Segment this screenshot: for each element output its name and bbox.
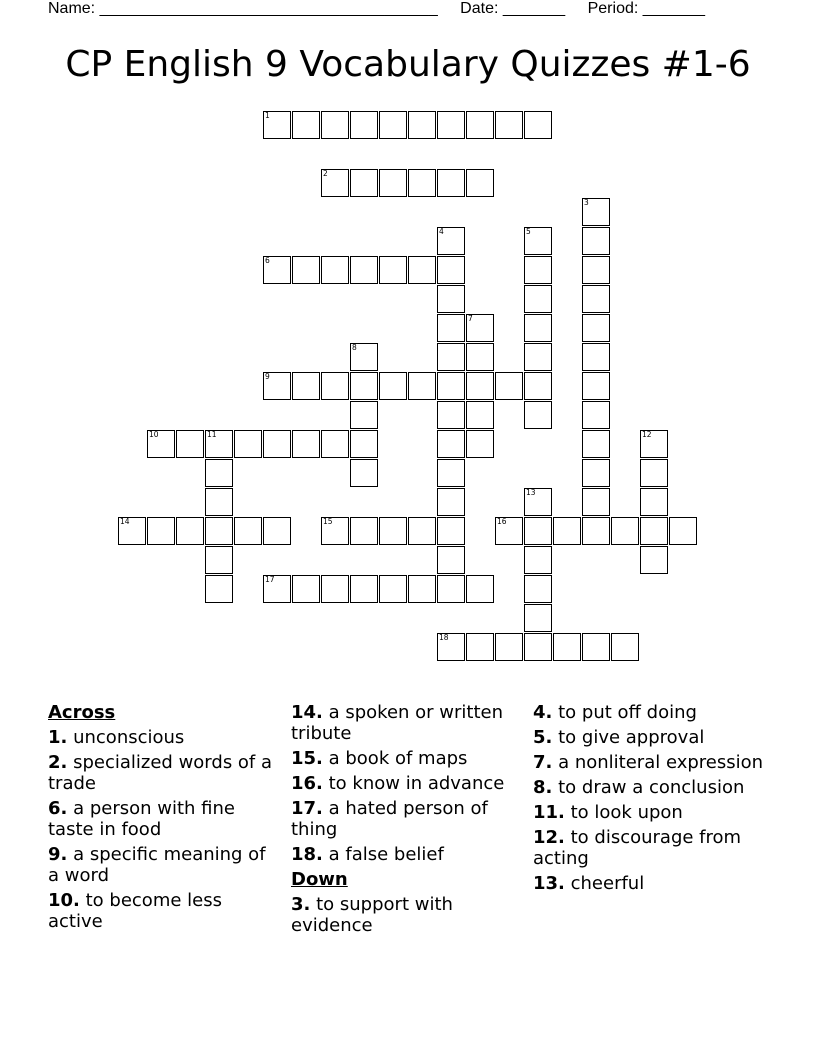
page-title: CP English 9 Vocabulary Quizzes #1-6 <box>65 44 751 85</box>
clue-text: to draw a conclusion <box>552 777 745 798</box>
grid-cell[interactable] <box>350 343 378 371</box>
clue-text: a person with fine taste in food <box>48 798 235 840</box>
grid-cell[interactable] <box>582 314 610 342</box>
grid-cell[interactable] <box>524 546 552 574</box>
clue-text: to support with evidence <box>291 894 453 936</box>
grid-cell[interactable] <box>553 633 581 661</box>
grid-cell[interactable] <box>524 604 552 632</box>
grid-cell[interactable] <box>408 256 436 284</box>
clue-num: 7. <box>533 752 553 773</box>
across-clue <box>291 844 521 865</box>
down-clues-column-3 <box>533 702 773 898</box>
grid-cell[interactable] <box>582 401 610 429</box>
clue-number: 8 <box>352 343 357 352</box>
clue-number: 15 <box>323 517 333 526</box>
clue-text: to become less active <box>48 890 222 932</box>
grid-cell[interactable] <box>582 517 610 545</box>
grid-cell[interactable] <box>263 575 291 603</box>
grid-cell[interactable] <box>205 575 233 603</box>
clue-text: to know in advance <box>322 773 505 794</box>
grid-cell[interactable] <box>524 343 552 371</box>
grid-cell[interactable] <box>640 517 668 545</box>
grid-cell[interactable] <box>350 517 378 545</box>
grid-cell[interactable] <box>379 575 407 603</box>
grid-cell[interactable] <box>582 343 610 371</box>
grid-cell[interactable] <box>582 488 610 516</box>
grid-cell[interactable] <box>292 575 320 603</box>
clue-text: specialized words of a trade <box>48 752 273 794</box>
across-clue <box>48 798 278 840</box>
down-clue <box>533 777 773 798</box>
grid-cell[interactable] <box>408 169 436 197</box>
clue-number: 2 <box>323 169 328 178</box>
across-clues-column-1 <box>48 702 278 936</box>
grid-cell[interactable] <box>582 633 610 661</box>
clue-number: 13 <box>526 488 536 497</box>
grid-cell[interactable] <box>582 198 610 226</box>
down-heading: Down <box>291 869 348 890</box>
across-clue <box>48 752 278 794</box>
clue-num: 3. <box>291 894 311 915</box>
grid-cell[interactable] <box>437 459 465 487</box>
grid-cell[interactable] <box>466 343 494 371</box>
grid-cell[interactable] <box>379 372 407 400</box>
grid-cell[interactable] <box>350 575 378 603</box>
grid-cell[interactable] <box>611 633 639 661</box>
grid-cell[interactable] <box>408 517 436 545</box>
grid-cell[interactable] <box>582 430 610 458</box>
grid-cell[interactable] <box>437 372 465 400</box>
down-clue <box>533 802 773 823</box>
clue-number: 11 <box>207 430 217 439</box>
grid-cell[interactable] <box>263 430 291 458</box>
grid-cell[interactable] <box>292 430 320 458</box>
grid-cell[interactable] <box>640 546 668 574</box>
grid-cell[interactable] <box>640 459 668 487</box>
grid-cell[interactable] <box>321 517 349 545</box>
clue-number: 14 <box>120 517 130 526</box>
grid-cell[interactable] <box>292 372 320 400</box>
grid-cell[interactable] <box>379 111 407 139</box>
grid-cell[interactable] <box>524 517 552 545</box>
header-fields <box>48 0 723 18</box>
clue-text: a false belief <box>322 844 444 865</box>
grid-cell[interactable] <box>582 372 610 400</box>
clue-number: 5 <box>526 227 531 236</box>
across-clue <box>48 890 278 932</box>
grid-cell[interactable] <box>466 575 494 603</box>
grid-cell[interactable] <box>379 517 407 545</box>
clue-text: to discourage from acting <box>533 827 742 869</box>
across-heading: Across <box>48 702 116 723</box>
grid-cell[interactable] <box>524 285 552 313</box>
grid-cell[interactable] <box>321 111 349 139</box>
across-clue <box>291 702 521 744</box>
across-clue <box>291 773 521 794</box>
clue-number: 18 <box>439 633 449 642</box>
clue-num: 18. <box>291 844 323 865</box>
clue-text: cheerful <box>564 873 645 894</box>
grid-cell[interactable] <box>582 256 610 284</box>
clue-num: 17. <box>291 798 323 819</box>
grid-cell[interactable] <box>379 169 407 197</box>
clue-text: to give approval <box>552 727 705 748</box>
grid-cell[interactable] <box>582 459 610 487</box>
grid-cell[interactable] <box>640 488 668 516</box>
grid-cell[interactable] <box>437 285 465 313</box>
clue-text: a hated person of thing <box>291 798 488 840</box>
clue-number: 7 <box>468 314 473 323</box>
name-field[interactable]: Name: ______________________________________ <box>48 0 438 17</box>
grid-cell[interactable] <box>321 430 349 458</box>
clue-num: 1. <box>48 727 68 748</box>
grid-cell[interactable] <box>466 430 494 458</box>
grid-cell[interactable] <box>524 488 552 516</box>
grid-cell[interactable] <box>524 401 552 429</box>
grid-cell[interactable] <box>350 169 378 197</box>
grid-cell[interactable] <box>234 430 262 458</box>
grid-cell[interactable] <box>437 517 465 545</box>
grid-cell[interactable] <box>582 285 610 313</box>
grid-cell[interactable] <box>437 256 465 284</box>
clue-num: 6. <box>48 798 68 819</box>
grid-cell[interactable] <box>466 372 494 400</box>
grid-cell[interactable] <box>147 517 175 545</box>
clue-number: 3 <box>584 198 589 207</box>
grid-cell[interactable] <box>495 517 523 545</box>
grid-cell[interactable] <box>466 169 494 197</box>
grid-cell[interactable] <box>321 575 349 603</box>
grid-cell[interactable] <box>495 633 523 661</box>
grid-cell[interactable] <box>350 430 378 458</box>
clue-text: a nonliteral expression <box>552 752 764 773</box>
grid-cell[interactable] <box>147 430 175 458</box>
grid-cell[interactable] <box>263 111 291 139</box>
grid-cell[interactable] <box>611 517 639 545</box>
grid-cell[interactable] <box>205 459 233 487</box>
clue-num: 13. <box>533 873 565 894</box>
grid-cell[interactable] <box>437 430 465 458</box>
grid-cell[interactable] <box>437 111 465 139</box>
down-clue <box>533 827 773 869</box>
grid-cell[interactable] <box>350 111 378 139</box>
down-clue <box>533 702 773 723</box>
down-clue <box>533 873 773 894</box>
grid-cell[interactable] <box>437 343 465 371</box>
grid-cell[interactable] <box>524 633 552 661</box>
clue-num: 4. <box>533 702 553 723</box>
clue-num: 15. <box>291 748 323 769</box>
clue-number: 16 <box>497 517 507 526</box>
grid-cell[interactable] <box>350 372 378 400</box>
clue-num: 12. <box>533 827 565 848</box>
grid-cell[interactable] <box>292 111 320 139</box>
grid-cell[interactable] <box>350 401 378 429</box>
grid-cell[interactable] <box>437 488 465 516</box>
down-clue <box>533 752 773 773</box>
grid-cell[interactable] <box>321 372 349 400</box>
period-field[interactable]: Period: _______ <box>587 0 706 17</box>
grid-cell[interactable] <box>640 430 668 458</box>
grid-cell[interactable] <box>524 227 552 255</box>
across-clue <box>48 727 278 748</box>
grid-cell[interactable] <box>263 372 291 400</box>
across-clue <box>291 748 521 769</box>
grid-cell[interactable] <box>524 256 552 284</box>
date-field[interactable]: Date: _______ <box>460 0 566 17</box>
clue-num: 11. <box>533 802 565 823</box>
clue-text: a specific meaning of a word <box>48 844 266 886</box>
clue-number: 12 <box>642 430 652 439</box>
clue-text: a spoken or written tribute <box>291 702 504 744</box>
grid-cell[interactable] <box>205 488 233 516</box>
clue-number: 10 <box>149 430 159 439</box>
clue-number: 6 <box>265 256 270 265</box>
clue-num: 9. <box>48 844 68 865</box>
grid-cell[interactable] <box>408 575 436 603</box>
grid-cell[interactable] <box>205 517 233 545</box>
grid-cell[interactable] <box>292 256 320 284</box>
down-clue <box>291 894 521 936</box>
grid-cell[interactable] <box>582 227 610 255</box>
grid-cell[interactable] <box>466 111 494 139</box>
grid-cell[interactable] <box>437 633 465 661</box>
clue-number: 1 <box>265 111 270 120</box>
grid-cell[interactable] <box>408 111 436 139</box>
across-clue <box>291 798 521 840</box>
grid-cell[interactable] <box>321 169 349 197</box>
clue-number: 4 <box>439 227 444 236</box>
grid-cell[interactable] <box>379 256 407 284</box>
grid-cell[interactable] <box>437 401 465 429</box>
clue-num: 14. <box>291 702 323 723</box>
grid-cell[interactable] <box>234 517 262 545</box>
grid-cell[interactable] <box>437 314 465 342</box>
clue-text: to put off doing <box>552 702 697 723</box>
clue-number: 17 <box>265 575 275 584</box>
grid-cell[interactable] <box>466 633 494 661</box>
grid-cell[interactable] <box>524 575 552 603</box>
grid-cell[interactable] <box>437 227 465 255</box>
grid-cell[interactable] <box>205 430 233 458</box>
grid-cell[interactable] <box>176 430 204 458</box>
grid-cell[interactable] <box>205 546 233 574</box>
down-clue <box>533 727 773 748</box>
clue-text: a book of maps <box>322 748 468 769</box>
grid-cell[interactable] <box>437 546 465 574</box>
grid-cell[interactable] <box>408 372 436 400</box>
clue-num: 16. <box>291 773 323 794</box>
grid-cell[interactable] <box>350 459 378 487</box>
grid-cell[interactable] <box>524 372 552 400</box>
clue-num: 8. <box>533 777 553 798</box>
grid-cell[interactable] <box>495 372 523 400</box>
grid-cell[interactable] <box>321 256 349 284</box>
grid-cell[interactable] <box>495 111 523 139</box>
clue-text: unconscious <box>67 727 185 748</box>
grid-cell[interactable] <box>176 517 204 545</box>
grid-cell[interactable] <box>466 314 494 342</box>
grid-cell[interactable] <box>350 256 378 284</box>
clue-text: to look upon <box>564 802 683 823</box>
clue-num: 2. <box>48 752 68 773</box>
clue-num: 5. <box>533 727 553 748</box>
grid-cell[interactable] <box>437 169 465 197</box>
across-clue <box>48 844 278 886</box>
grid-cell[interactable] <box>669 517 697 545</box>
grid-cell[interactable] <box>553 517 581 545</box>
grid-cell[interactable] <box>524 314 552 342</box>
grid-cell[interactable] <box>466 401 494 429</box>
clue-num: 10. <box>48 890 80 911</box>
grid-cell[interactable] <box>524 111 552 139</box>
clues-column-2 <box>291 702 521 940</box>
clue-number: 9 <box>265 372 270 381</box>
grid-cell[interactable] <box>263 256 291 284</box>
grid-cell[interactable] <box>118 517 146 545</box>
grid-cell[interactable] <box>263 517 291 545</box>
grid-cell[interactable] <box>437 575 465 603</box>
